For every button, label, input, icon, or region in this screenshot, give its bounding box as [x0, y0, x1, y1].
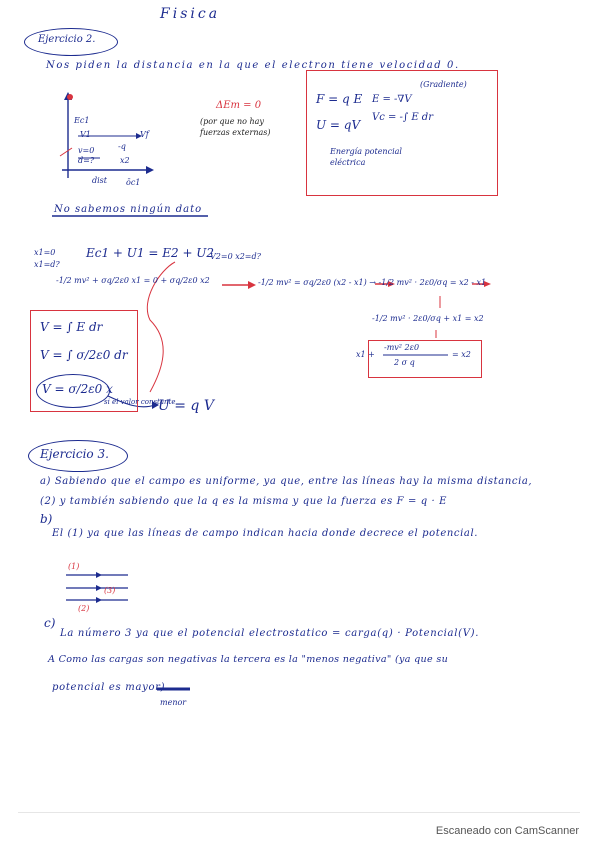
equation-result: -1/2 mv² = σq/2ε0 (x2 - x1) → -1/2 mv² · 2ε0/σq = x2 - x1 — [258, 278, 487, 287]
ej3-a-line-1: a) Sabiendo que el campo es uniforme, ya que, entre las líneas hay la misma distancia, — [40, 476, 533, 487]
formula-force: F = q E — [316, 92, 363, 106]
diagram-dist-label: dist — [92, 176, 107, 185]
field-line-label-2: (2) — [78, 604, 90, 613]
formulas-box — [306, 70, 498, 196]
footer-rule — [18, 812, 580, 813]
formula-energy-note: Energía potencial eléctrica — [330, 147, 402, 167]
u-equation: U = q V — [158, 398, 214, 414]
ej3-c-line-1: La número 3 ya que el potencial electrostatico = carga(q) · Potencial(V). — [60, 628, 480, 639]
diagram-v0-label: v=0 — [78, 146, 95, 155]
diagram-ec1-label: ōc1 — [126, 178, 141, 187]
diagram-ec-label: Ec1 — [74, 116, 90, 125]
formula-v-integral: Vc = -∫ E dr — [372, 112, 433, 123]
ej2-label: Ejercicio 2. — [38, 34, 96, 45]
v-line-3-note: si el valor constante — [104, 398, 176, 406]
formula-field: E = -∇V — [372, 94, 412, 105]
ej3-c-correction: menor — [160, 698, 187, 707]
conservation-note: (por que no hay fuerzas externas) — [200, 117, 271, 137]
ej3-a-line-2: (2) y también sabiendo que la q es la misma y que la fuerza es F = q · E — [40, 496, 447, 507]
ej3-b-line-1: El (1) ya que las líneas de campo indican hacia donde decrece el potencial. — [52, 528, 479, 539]
ej3-c-line-3: potencial es mayor) — [52, 682, 166, 693]
scanner-watermark: Escaneado con CamScanner — [435, 825, 579, 837]
energy-equation: Ec1 + U1 = E2 + U2 — [86, 246, 215, 260]
final-equation-denominator: 2 σ q — [394, 358, 415, 367]
final-equation-x1: x1 + — [356, 350, 375, 359]
conservation-title: ΔEm = 0 — [216, 100, 262, 111]
diagram-vf-label: Vf — [140, 130, 149, 139]
diagram-d-label: d=? — [78, 156, 95, 165]
final-equation-rhs: = x2 — [452, 350, 471, 359]
ej2-intro: Nos piden la distancia en la que el electron tiene velocidad 0. — [46, 60, 460, 71]
v-line-2: V = ∫ σ/2ε0 dr — [40, 348, 128, 362]
no-data-text: No sabemos ningún dato — [54, 204, 203, 215]
ej3-label: Ejercicio 3. — [40, 447, 109, 461]
diagram-q-label: -q — [118, 142, 126, 151]
equation-step: -1/2 mv² · 2ε0/σq + x1 = x2 — [372, 314, 484, 323]
energy-conditions: V2=0 x2=d? — [210, 252, 261, 261]
ej3-c-label: c) — [44, 616, 56, 630]
formula-gradient-note: (Gradiente) — [420, 80, 467, 89]
formula-potential: U = qV — [316, 118, 361, 132]
page-title: Fisica — [160, 6, 221, 22]
v-line-1: V = ∫ E dr — [40, 320, 103, 334]
ej3-b-label: b) — [40, 512, 53, 526]
v-line-3: V = σ/2ε0 x — [42, 382, 113, 396]
final-equation-numerator: -mv² 2ε0 — [384, 343, 420, 352]
equation-line: -1/2 mv² + σq/2ε0 x1 = 0 + σq/2ε0 x2 — [56, 276, 210, 285]
diagram-x2-label: x2 — [120, 156, 130, 165]
field-line-label-3: (3) — [104, 586, 116, 595]
field-line-label-1: (1) — [68, 562, 80, 571]
cond-left-2: x1=d? — [34, 260, 60, 269]
cond-left-1: x1=0 — [34, 248, 56, 257]
diagram-v1-label: V1 — [80, 130, 91, 139]
ej3-c-line-2: A Como las cargas son negativas la tercera es la "menos negativa" (ya que su — [48, 654, 449, 665]
